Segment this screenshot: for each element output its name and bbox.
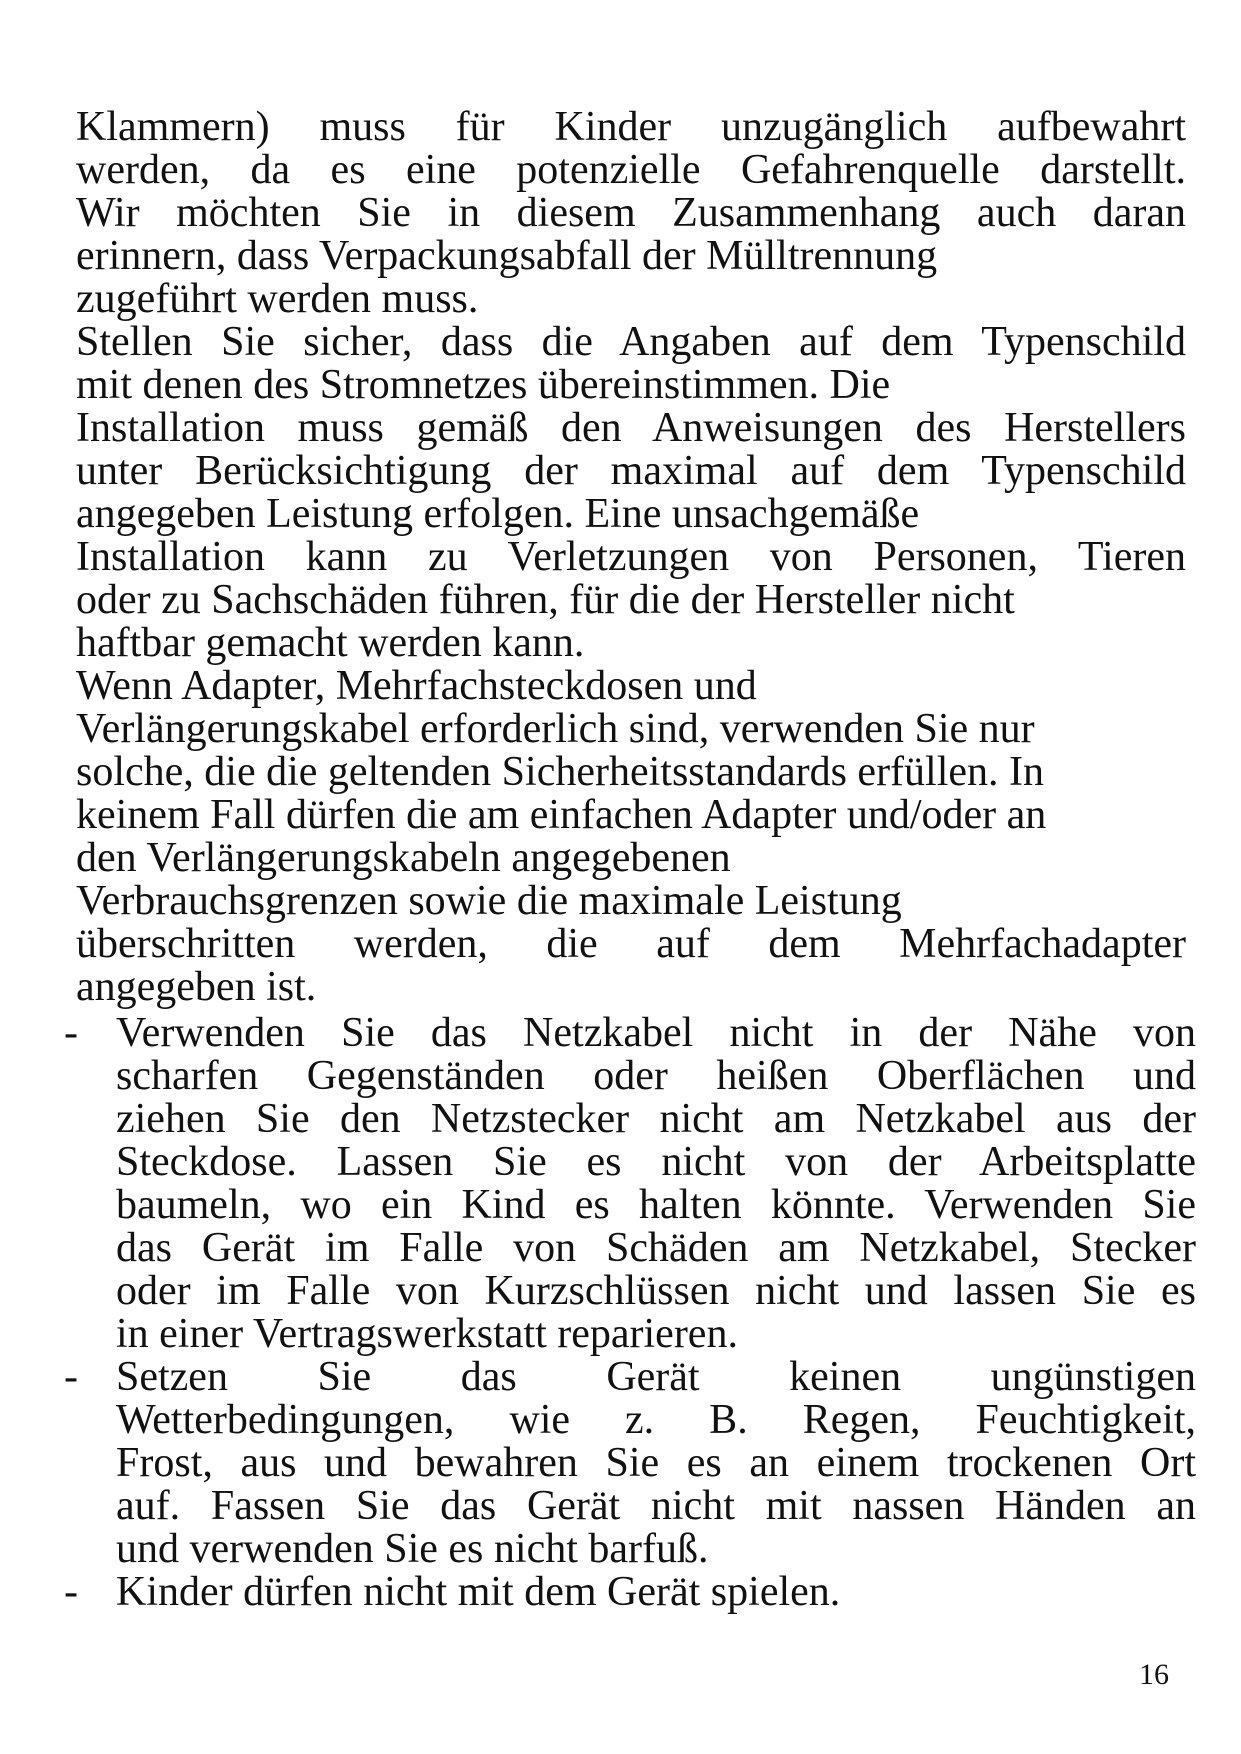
list-item [62,1571,1196,1614]
bullet-dash: - [64,1569,78,1615]
text-line: Installation muss gemäß den Anweisungen des Herstellers [76,405,1186,451]
text-line: Verlängerungskabel erforderlich sind, verwenden Sie nur [76,706,1035,752]
bullet-dash: - [64,1354,78,1400]
text-line: Stellen Sie sicher, dass die Angaben auf dem Typenschild [76,319,1186,365]
page-number: 16 [1139,1658,1169,1691]
paragraph-packaging [76,106,1186,321]
text-line: den Verlängerungskabeln angegebenen [76,835,731,881]
text-line: solche, die die geltenden Sicherheitsstandards erfüllen. In [76,749,1045,795]
text-line: scharfen Gegenständen oder heißen Oberflächen und [116,1053,1196,1099]
text-line: Klammern) muss für Kinder unzugänglich aufbewahrt [76,104,1186,150]
text-line: ziehen Sie den Netzstecker nicht am Netzkabel aus der [116,1096,1196,1142]
paragraph-adapters [76,665,1186,1009]
text-line: Wetterbedingungen, wie z. B. Regen, Feuchtigkeit, [116,1397,1196,1443]
text-line: Frost, aus und bewahren Sie es an einem trockenen Ort [116,1440,1196,1486]
text-line: Verbrauchsgrenzen sowie die maximale Leistung [76,878,902,924]
text-line: angegeben ist. [76,964,317,1010]
paragraph-installation [76,321,1186,665]
text-line: das Gerät im Falle von Schäden am Netzkabel, Stecker [116,1225,1196,1271]
text-line: Setzen Sie das Gerät keinen ungünstigen [116,1354,1196,1400]
text-line: Kinder dürfen nicht mit dem Gerät spielen. [116,1569,841,1615]
text-line: Wenn Adapter, Mehrfachsteckdosen und [76,663,757,709]
text-line: überschritten werden, die auf dem Mehrfachadapter [76,921,1186,967]
list-item [62,1356,1196,1571]
bullet-dash: - [64,1010,78,1056]
body-text [76,106,1186,1009]
text-line: unter Berücksichtigung der maximal auf dem Typenschild [76,448,1186,494]
list-item [62,1012,1196,1356]
text-line: werden, da es eine potenzielle Gefahrenquelle darstellt. [76,147,1186,193]
text-line: keinem Fall dürfen die am einfachen Adapter und/oder an [76,792,1047,838]
text-line: auf. Fassen Sie das Gerät nicht mit nassen Händen an [116,1483,1196,1529]
text-line: oder im Falle von Kurzschlüssen nicht und lassen Sie es [116,1268,1196,1314]
text-line: Wir möchten Sie in diesem Zusammenhang auch daran [76,190,1186,236]
text-line: Steckdose. Lassen Sie es nicht von der Arbeitsplatte [116,1139,1196,1185]
text-line: zugeführt werden muss. [76,276,479,322]
text-line: baumeln, wo ein Kind es halten könnte. Verwenden Sie [116,1182,1196,1228]
text-line: haftbar gemacht werden kann. [76,620,585,666]
text-line: und verwenden Sie es nicht barfuß. [116,1526,709,1572]
text-line: erinnern, dass Verpackungsabfall der Mülltrennung [76,233,938,279]
text-line: Verwenden Sie das Netzkabel nicht in der Nähe von [116,1010,1196,1056]
text-line: Installation kann zu Verletzungen von Personen, Tieren [76,534,1186,580]
bullet-list [62,1012,1196,1614]
text-line: in einer Vertragswerkstatt reparieren. [116,1311,738,1357]
text-line: angegeben Leistung erfolgen. Eine unsachgemäße [76,491,920,537]
text-line: mit denen des Stromnetzes übereinstimmen. Die [76,362,891,408]
text-line: oder zu Sachschäden führen, für die der Hersteller nicht [76,577,1015,623]
